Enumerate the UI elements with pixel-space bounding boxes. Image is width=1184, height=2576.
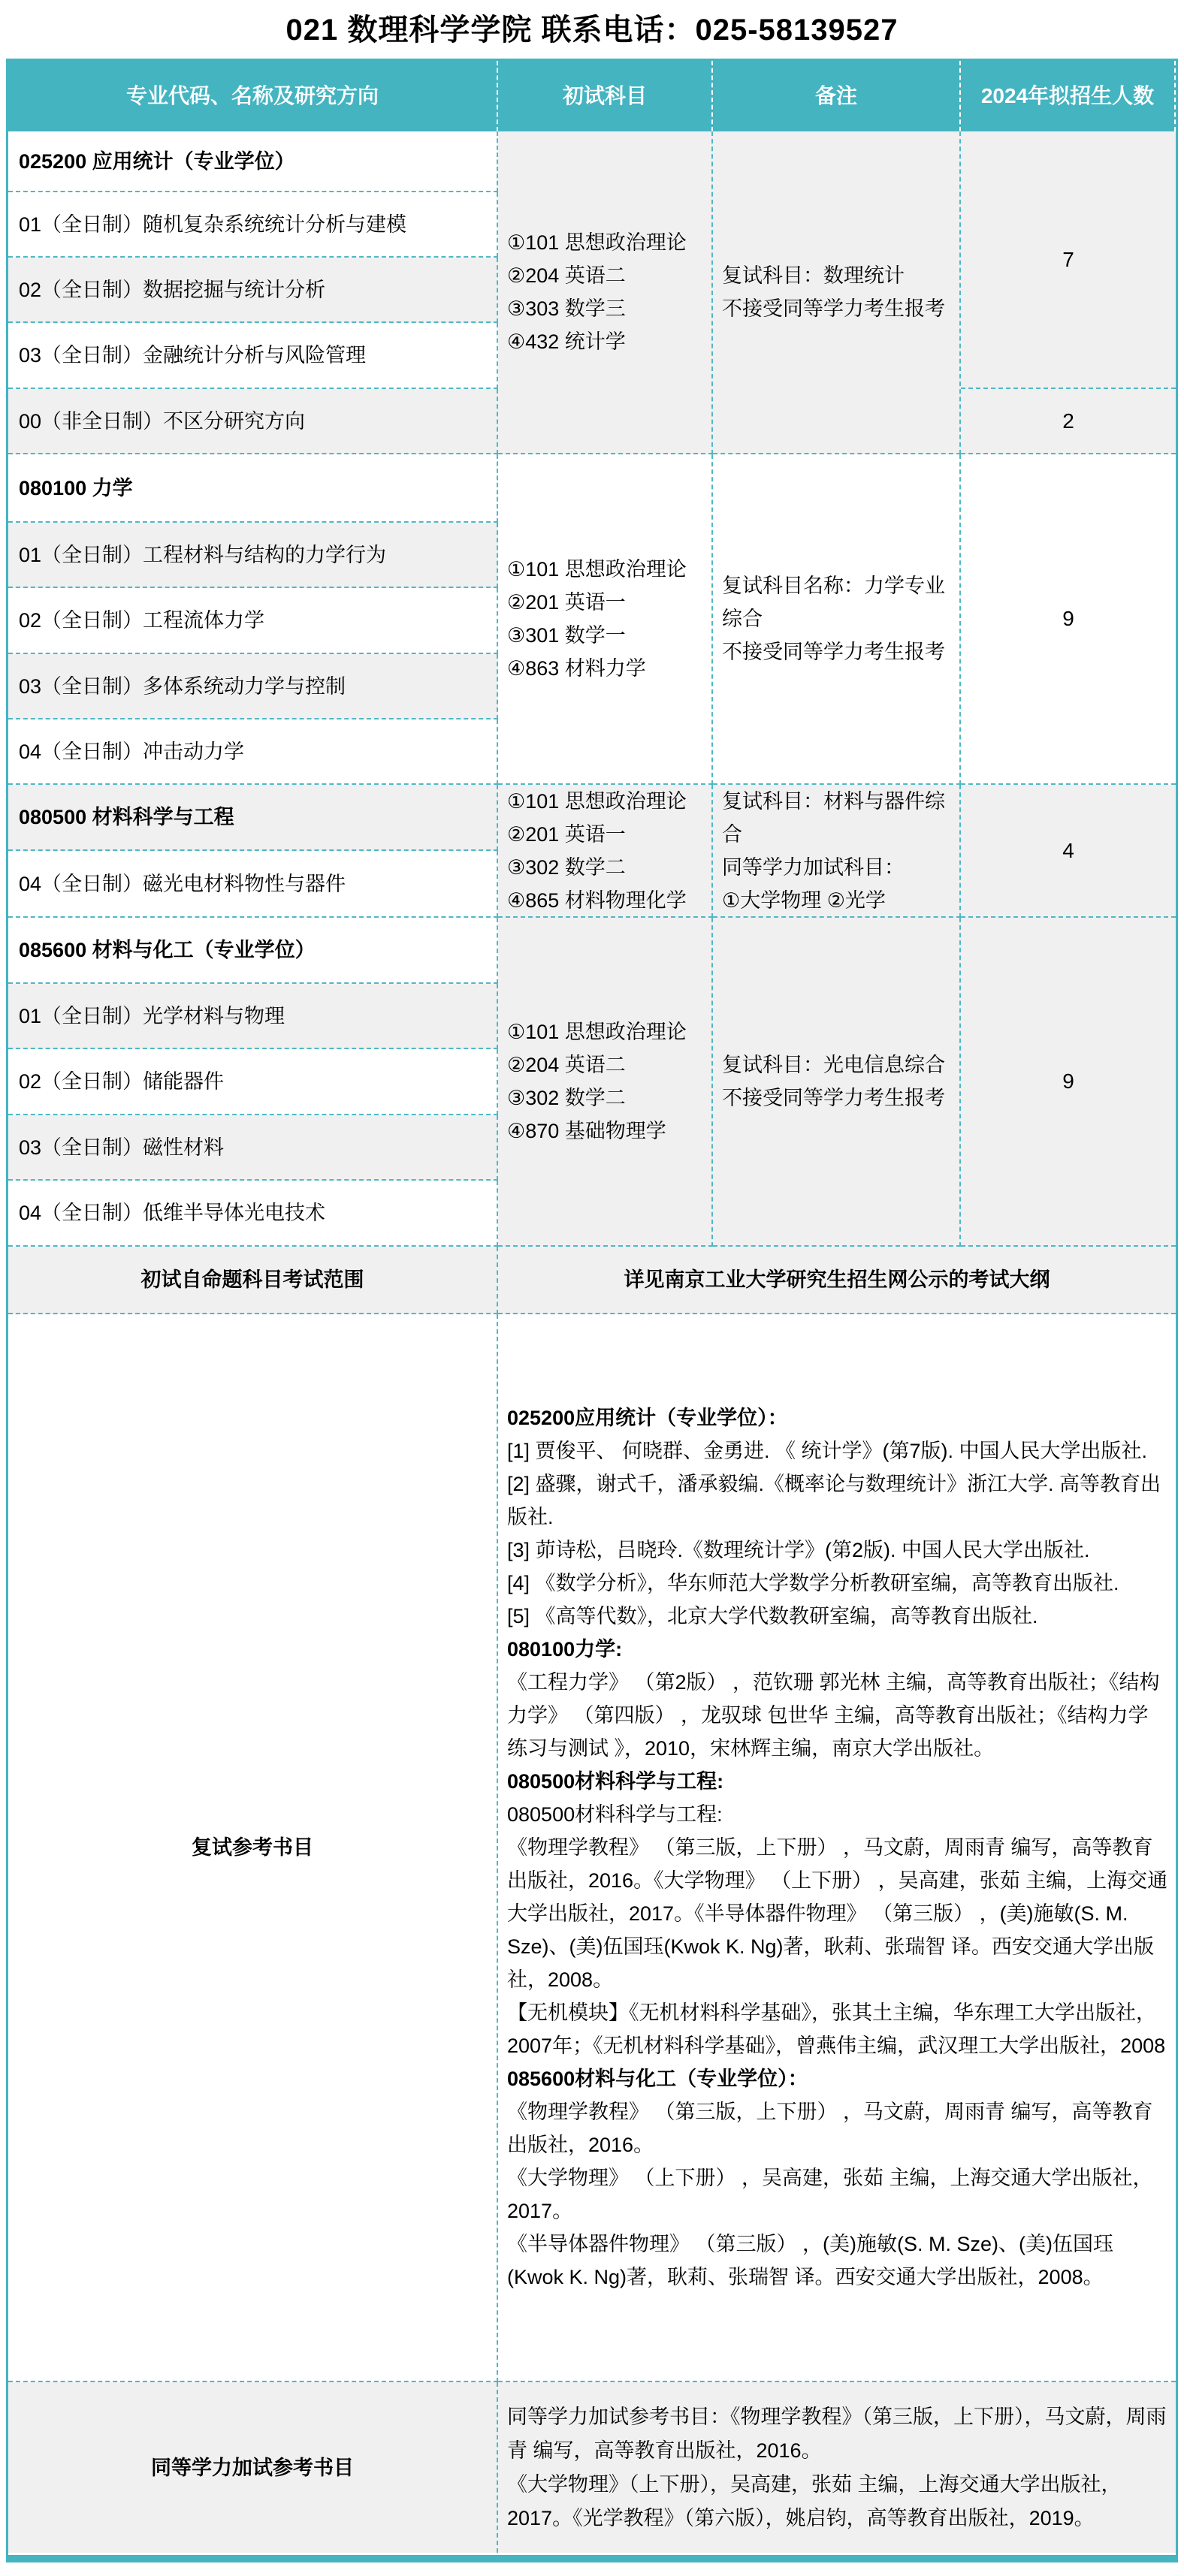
- exam-subjects-cell: ①101 思想政治理论 ②204 英语二 ③303 数学三 ④432 统计学: [498, 131, 713, 454]
- reference-paragraph: 080500材料科学与工程:: [507, 1803, 723, 1826]
- reference-paragraph: 025200应用统计（专业学位）：: [507, 1407, 788, 1429]
- reference-paragraph: 《物理学教程》 （第三版，上下册） ，马文蔚，周雨青 编写，高等教育出版社，2016。: [507, 2101, 1153, 2156]
- exam-subjects-cell: ①101 思想政治理论 ②201 英语一 ③302 数学二 ④865 材料物理化学: [498, 785, 713, 918]
- exam-range-value: 详见南京工业大学研究生招生网公示的考试大纲: [498, 1247, 1176, 1314]
- direction-row: 03（全日制）多体系统动力学与控制: [8, 654, 498, 719]
- column-header-program: 专业代码、名称及研究方向: [8, 61, 498, 131]
- column-header-subjects: 初试科目: [498, 61, 713, 131]
- enrollment-count: 9: [961, 454, 1176, 785]
- exam-range-label: 初试自命题科目考试范围: [8, 1247, 498, 1314]
- additional-paragraph: 同等学力加试参考书目：《物理学教程》（第三版，上下册），马文蔚，周雨青 编写，高等教育出版社，2016。: [507, 2405, 1167, 2462]
- direction-row: 04（全日制）冲击动力学: [8, 719, 498, 785]
- additional-paragraph: 《大学物理》（上下册），吴高建，张茹 主编，上海交通大学出版社，2017。《光学教程》（第六版），姚启钧，高等教育出版社，2019。: [507, 2472, 1122, 2529]
- direction-row: 04（全日制）磁光电材料物性与器件: [8, 851, 498, 918]
- additional-books-label: 同等学力加试参考书目: [8, 2382, 498, 2553]
- remarks-cell: 复试科目名称：力学专业综合 不接受同等学力考生报考: [713, 454, 961, 785]
- direction-row: 00（非全日制）不区分研究方向: [8, 389, 498, 454]
- reference-paragraph: [2] 盛骤，谢式千，潘承毅编.《概率论与数理统计》浙江大学. 高等教育出版社.: [507, 1473, 1161, 1528]
- reference-paragraph: 080500材料科学与工程:: [507, 1770, 724, 1793]
- direction-row: 01（全日制）工程材料与结构的力学行为: [8, 523, 498, 588]
- direction-row: 02（全日制）储能器件: [8, 1049, 498, 1115]
- remarks-cell: 复试科目：数理统计 不接受同等学力考生报考: [713, 131, 961, 454]
- reference-paragraph: 《半导体器件物理》 （第三版） ，(美)施敏(S. M. Sze)、(美)伍国珏(Kwok K. Ng)著，耿莉、张瑞智 译。西安交通大学出版社，2008。: [507, 2233, 1113, 2288]
- reference-paragraph: [4] 《数学分析》，华东师范大学数学分析教研室编，高等教育出版社.: [507, 1572, 1119, 1594]
- exam-subjects-cell: ①101 思想政治理论 ②204 英语二 ③302 数学二 ④870 基础物理学: [498, 918, 713, 1247]
- enrollment-count: 7: [961, 131, 1176, 389]
- reference-paragraph: 《物理学教程》 （第三版，上下册） ，马文蔚，周雨青 编写，高等教育出版社，2016。《大学物理》 （上下册） ，吴高建，张茹 主编，上海交通大学出版社，2017。《半导体器件物理》 （第三版） ，(美)施敏(S. M. Sze)、(美)伍国珏(Kwok K. Ng)著，耿莉、张瑞智 译。西安交通大学出版社，2008。: [507, 1836, 1168, 1991]
- remarks-cell: 复试科目：光电信息综合 不接受同等学力考生报考: [713, 918, 961, 1247]
- reference-paragraph: [3] 茆诗松，吕晓玲.《数理统计学》(第2版). 中国人民大学出版社.: [507, 1539, 1090, 1561]
- reference-paragraph: 080100力学:: [507, 1638, 623, 1661]
- additional-books-text: [498, 2382, 1176, 2553]
- enrollment-count-parttime: 2: [961, 389, 1176, 454]
- enrollment-count: 9: [961, 918, 1176, 1247]
- column-header-remarks: 备注: [713, 61, 961, 131]
- reference-books-label: 复试参考书目: [8, 1314, 498, 2382]
- reference-paragraph: [5] 《高等代数》，北京大学代数教研室编，高等教育出版社.: [507, 1605, 1038, 1627]
- reference-paragraph: 085600材料与化工（专业学位）：: [507, 2068, 808, 2090]
- direction-row: 01（全日制）随机复杂系统统计分析与建模: [8, 192, 498, 258]
- reference-paragraph: 【无机模块】《无机材料科学基础》，张其土主编，华东理工大学出版社，2007年；《无机材料科学基础》，曾燕伟主编，武汉理工大学出版社，2008: [507, 2001, 1166, 2057]
- reference-paragraph: 《工程力学》 （第2版） ，范钦珊 郭光林 主编，高等教育出版社；《结构力学》 （第四版） ，龙驭球 包世华 主编，高等教育出版社；《结构力学练习与测试 》，2010，宋林辉主编，南京大学出版社。: [507, 1671, 1160, 1760]
- direction-row: 02（全日制）工程流体力学: [8, 588, 498, 654]
- direction-row: 02（全日制）数据挖掘与统计分析: [8, 258, 498, 323]
- direction-row: 04（全日制）低维半导体光电技术: [8, 1181, 498, 1247]
- direction-row: 03（全日制）磁性材料: [8, 1115, 498, 1181]
- program-title: 080100 力学: [8, 454, 498, 523]
- program-title: 085600 材料与化工（专业学位）: [8, 918, 498, 984]
- page-title: 021 数理科学学院 联系电话：025-58139527: [285, 14, 899, 47]
- direction-row: 03（全日制）金融统计分析与风险管理: [8, 323, 498, 389]
- reference-paragraph: [1] 贾俊平、 何晓群、金勇进. 《 统计学》(第7版). 中国人民大学出版社.: [507, 1440, 1148, 1462]
- direction-row: 01（全日制）光学材料与物理: [8, 984, 498, 1049]
- reference-paragraph: 《大学物理》 （上下册） ，吴高建，张茹 主编，上海交通大学出版社，2017。: [507, 2167, 1153, 2222]
- exam-subjects-cell: ①101 思想政治理论 ②201 英语一 ③301 数学一 ④863 材料力学: [498, 454, 713, 785]
- remarks-cell: 复试科目：材料与器件综合 同等学力加试科目： ①大学物理 ②光学: [713, 785, 961, 918]
- column-header-enrollment: 2024年拟招生人数: [961, 61, 1176, 131]
- program-title: 025200 应用统计（专业学位）: [8, 131, 498, 192]
- enrollment-count: 4: [961, 785, 1176, 918]
- program-title: 080500 材料科学与工程: [8, 785, 498, 851]
- admissions-table: [6, 59, 1178, 2562]
- reference-books-text: [498, 1314, 1176, 2382]
